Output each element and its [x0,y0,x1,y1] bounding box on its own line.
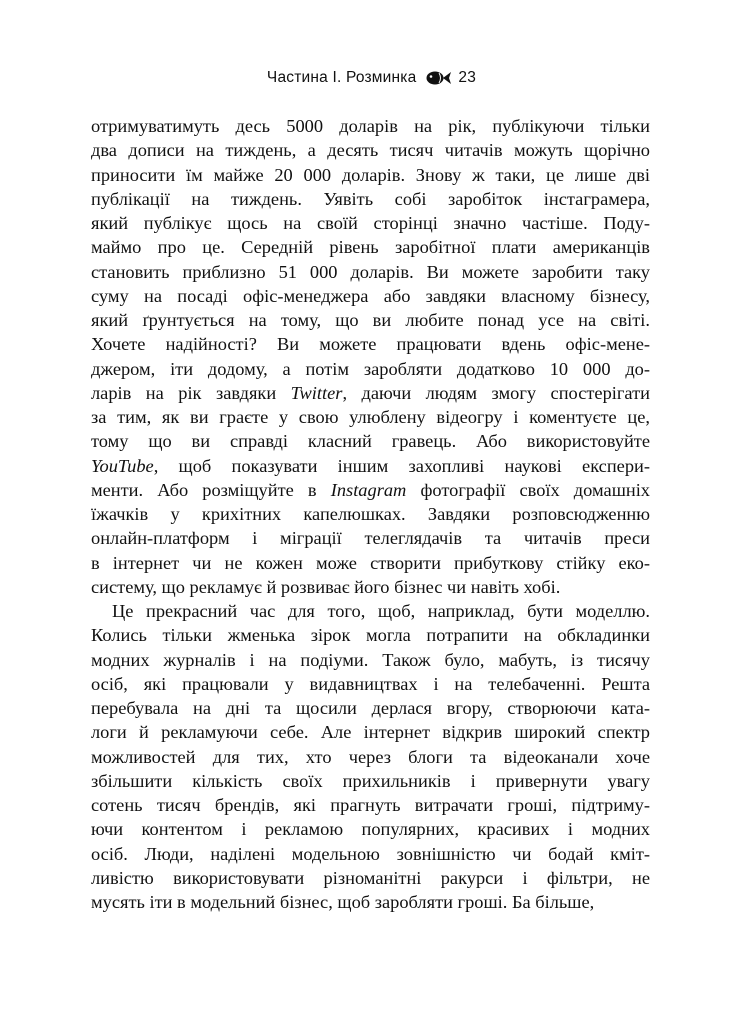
text-segment: який публікує щось на своїй сторінці значно частіше. Поду- [91,213,650,233]
text-line: ливістю використовувати різноманітні ракурси і фільтри, не [91,867,650,888]
paragraph-2 [91,599,650,914]
text-segment: джером, іти додому, а потім заробляти додатково 10 000 до- [91,358,650,379]
text-segment: їжачків у крихітних капелюшках. Завдяки розповсюдженню [91,504,650,524]
running-header [0,66,743,90]
page-body [91,114,650,914]
text-segment: в інтернет чи не кожен може створити прибуткову стійку еко- [91,552,650,573]
text-segment: фотографії своїх домашніх [406,479,650,500]
text-line [91,551,650,575]
text-line: логи й рекламуючи себе. Але інтернет відкрив широкий спектр [91,722,650,743]
text-line: перебувала на дні та щосили дерлася вгору, створюючи ката- [91,698,650,718]
text-line: сотень тисяч брендів, які прагнуть витрачати гроші, підтриму- [91,795,650,815]
text-line [91,575,650,599]
text-segment: два дописи на тиждень, а десять тисяч читачів можуть щорічно [91,140,650,161]
italic-term: Twitter [290,382,343,403]
text-segment: отримуватимуть десь 5000 доларів на рік, публікуючи тільки [91,116,650,136]
text-segment: , щоб показувати іншим захопливі наукові експери- [153,455,650,476]
text-line [91,357,650,381]
text-line: Колись тільки жменька зірок могла потрапити на обкладинки [91,625,650,646]
text-line [91,405,650,429]
italic-term: Instagram [330,479,407,500]
text-segment: тому що ви справді класний гравець. Або використовуйте [91,431,650,452]
text-line [91,163,650,187]
text-line [91,114,650,138]
text-line: Це прекрасний час для того, щоб, наприклад, бути моделлю. [112,601,650,621]
paragraph-1 [91,114,650,599]
text-line [91,332,650,356]
text-segment: онлайн-платформ і міграції телеглядачів та читачів преси [91,528,650,549]
text-segment: суму на посаді офіс-менеджера або завдяки власному бізнесу, [91,285,650,306]
text-line: мусять іти в модельний бізнес, щоб заробляти гроші. Ба більше, [91,892,595,912]
text-line [91,429,650,453]
text-line: збільшити кількість своїх прихильників і привернути увагу [91,770,650,791]
text-line: модних журналів і на подіуми. Також було, мабуть, із тисячу [91,649,650,670]
text-segment: , даючи людям змогу спостерігати [342,382,650,403]
text-line [91,502,650,526]
fish-emblem-icon [426,70,452,86]
text-segment: Хочете надійності? Ви можете працювати вдень офіс-мене- [91,334,650,355]
italic-term: YouTube [91,455,154,476]
text-segment: який ґрунтується на тому, що ви любите понад усе на світі. [91,310,650,330]
text-line: осіб, які працювали у видавництвах і на телебаченні. Решта [91,673,650,694]
text-line: можливостей для тих, хто через блоги та відеоканали хоче [91,746,650,767]
text-line [91,138,650,162]
text-line [91,526,650,550]
text-segment: приносити їм майже 20 000 доларів. Знову ж таки, це лише дві [91,164,650,185]
text-line: ючи контентом і рекламою популярних, красивих і модних [91,819,650,840]
fish-emblem-icon-graphic [426,70,452,86]
text-line [91,260,650,284]
text-segment: систему, що рекламує й розвиває його бізнес чи навіть хобі. [91,576,561,597]
text-segment: за тим, як ви граєте у свою улюблену відеогру і коментуєте це, [91,407,650,427]
text-segment: ларів на рік завдяки [91,382,291,403]
text-segment: менти. Або розміщуйте в [91,479,331,500]
text-line [91,187,650,211]
text-line [91,284,650,308]
text-line [91,478,650,502]
text-line [91,308,650,332]
running-title: Частина І. Розминка [266,69,417,86]
text-segment: маймо про це. Середній рівень заробітної плати американців [91,237,650,258]
text-segment: публікації на тиждень. Уявіть собі заробіток інстаграмера, [91,188,650,209]
text-line: осіб. Люди, наділені модельною зовнішністю чи бодай кміт- [91,843,650,864]
text-segment: становить приблизно 51 000 доларів. Ви можете заробити таку [91,261,650,282]
text-line [91,381,650,405]
text-line [91,211,650,235]
text-line [91,454,650,478]
text-line [91,235,650,259]
page-number: 23 [458,69,477,86]
